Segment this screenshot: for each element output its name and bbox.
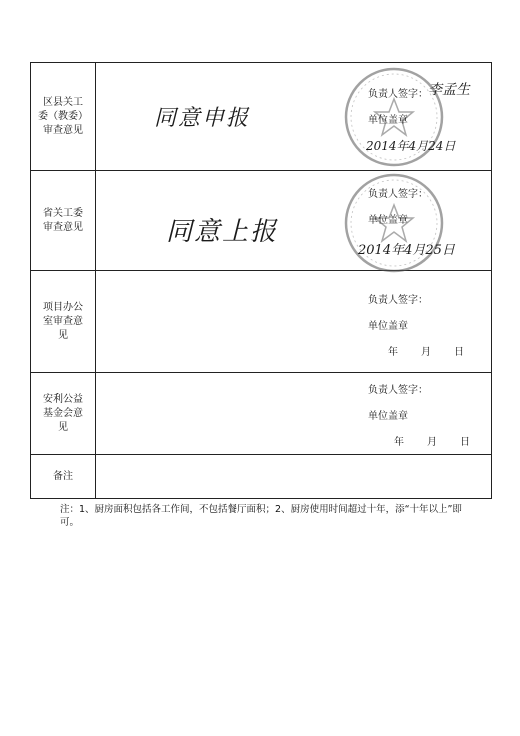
row-label <box>31 455 96 499</box>
handwritten-opinion: 同意申报 <box>154 106 251 131</box>
approval-table <box>30 62 492 499</box>
table-row <box>31 271 492 373</box>
label-line: 省关工委 <box>43 207 83 219</box>
signature-label: 负责人签字： <box>368 385 428 396</box>
label-line: 室审查意 <box>43 315 83 327</box>
row-label <box>31 171 96 271</box>
table-row <box>31 63 492 171</box>
table-row <box>31 455 492 499</box>
signature-label: 负责人签字： <box>368 295 428 306</box>
label-line: 项目办公 <box>43 301 83 313</box>
label-line: 区县关工 <box>43 96 83 108</box>
opinion-cell <box>96 171 492 271</box>
row-label <box>31 63 96 171</box>
label-line: 审查意见 <box>43 124 83 136</box>
signature-label: 负责人签字： <box>368 189 428 200</box>
handwritten-opinion: 同意上报 <box>166 217 279 247</box>
label-line: 备注 <box>53 470 73 482</box>
seal-label: 单位盖章 <box>368 115 408 126</box>
label-line: 审查意见 <box>43 221 83 233</box>
signature: 李孟生 <box>428 82 470 98</box>
label-line: 见 <box>58 421 68 433</box>
opinion-cell <box>96 271 492 373</box>
date-handwritten: 2014年4月25日 <box>358 243 455 258</box>
table-row <box>31 373 492 455</box>
label-line: 见 <box>58 329 68 341</box>
row-label <box>31 373 96 455</box>
date-handwritten: 2014年4月24日 <box>366 139 456 153</box>
label-line: 安利公益 <box>43 393 83 405</box>
remarks-cell <box>96 455 492 499</box>
label-line: 基金会意 <box>43 407 83 419</box>
date-line: 年 月 日 <box>388 347 465 358</box>
label-line: 委（教委） <box>38 110 88 122</box>
table-row <box>31 171 492 271</box>
seal-label: 单位盖章 <box>368 411 408 422</box>
signature-label: 负责人签字： <box>368 89 428 100</box>
seal-label: 单位盖章 <box>368 215 408 226</box>
seal-label: 单位盖章 <box>368 321 408 332</box>
date-line: 年 月 日 <box>394 437 471 448</box>
opinion-cell <box>96 373 492 455</box>
row-label <box>31 271 96 373</box>
opinion-cell <box>96 63 492 171</box>
footnote: 注：1、厨房面积包括各工作间，不包括餐厅面积；2、厨房使用时间超过十年，添“十年以上”即可。 <box>60 504 462 528</box>
